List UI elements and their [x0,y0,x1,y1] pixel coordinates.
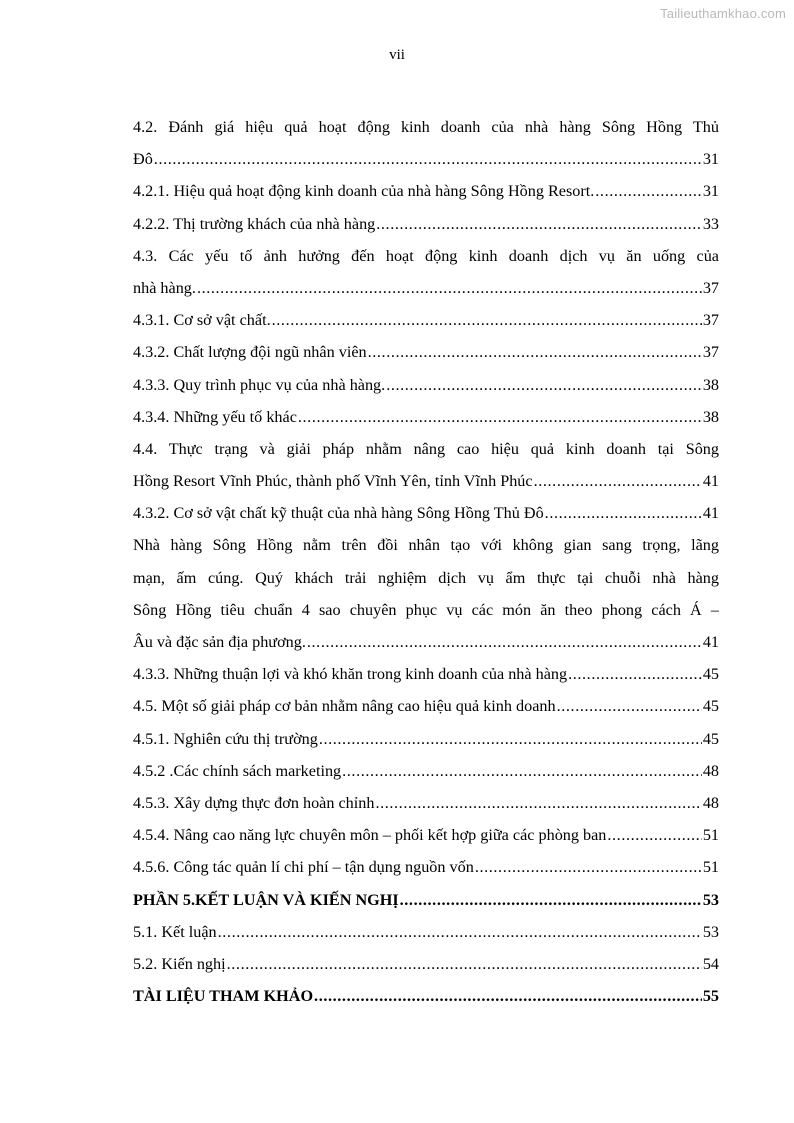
dot-leader [227,948,702,980]
toc-entry-title: nhà hàng. [133,278,196,297]
toc-entry[interactable] [133,369,719,401]
toc-entry-page: 38 [702,375,719,394]
toc-entry-title: PHẦN 5.KẾT LUẬN VÀ KIẾN NGHỊ [133,890,399,909]
toc-line: mạn, ấm cúng. Quý khách trải nghiệm dịch vụ ẩm thực tại chuỗi nhà hàng [133,568,719,587]
toc-line: 4.4. Thực trạng và giải pháp nhằm nâng cao hiệu quả kinh doanh tại Sông [133,439,719,458]
toc-entry-page: 48 [702,761,719,780]
table-of-contents [133,111,719,1012]
dot-leader [314,980,702,1012]
dot-leader [319,723,702,755]
toc-entry[interactable] [133,208,719,240]
toc-entry[interactable] [133,690,719,722]
toc-entry[interactable] [133,336,719,368]
dot-leader [400,884,702,916]
toc-entry-title: 5.1. Kết luận [133,922,217,941]
toc-entry-page: 53 [702,890,719,909]
dot-leader [368,336,702,368]
toc-entry[interactable] [133,948,719,980]
toc-entry-page: 51 [702,826,719,845]
toc-entry-title: 4.5.2 .Các chính sách marketing [133,761,342,780]
toc-entry-page: 53 [702,922,719,941]
toc-entry-title: 4.3.2. Cơ sở vật chất kỹ thuật của nhà hàng Sông Hồng Thủ Đô [133,504,544,523]
toc-entry[interactable] [133,143,719,175]
toc-entry[interactable] [133,658,719,690]
toc-entry-page: 41 [702,472,719,491]
toc-entry[interactable] [133,626,719,658]
toc-entry-title: 4.3.3. Những thuận lợi và khó khăn trong kinh doanh của nhà hàng [133,665,568,684]
toc-entry-page: 37 [702,311,719,330]
toc-entry-title: TÀI LIỆU THAM KHẢO [133,987,314,1006]
dot-leader [307,626,702,658]
toc-entry-page: 48 [702,793,719,812]
toc-entry-title: 4.2.2. Thị trường khách của nhà hàng [133,214,376,233]
dot-leader [534,465,702,497]
toc-entry-page: 41 [702,504,719,523]
toc-entry[interactable] [133,497,719,529]
toc-entry-title: 4.3.4. Những yếu tố khác [133,407,297,426]
dot-leader [298,401,702,433]
toc-entry[interactable] [133,755,719,787]
toc-entry[interactable] [133,465,719,497]
toc-entry-title: 4.5. Một số giải pháp cơ bản nhằm nâng cao hiệu quả kinh doanh [133,697,556,716]
dot-leader [197,272,702,304]
toc-entry-title: Âu và đặc sản địa phương. [133,633,306,651]
toc-entry[interactable] [133,787,719,819]
toc-entry-title: 4.5.4. Nâng cao năng lực chuyên môn – phối kết hợp giữa các phòng ban [133,826,607,845]
toc-entry-page: 37 [702,278,719,297]
dot-leader [375,787,701,819]
toc-entry-page: 45 [702,665,719,684]
toc-line: 4.3. Các yếu tố ảnh hưởng đến hoạt động kinh doanh dịch vụ ăn uống của [133,246,719,265]
dot-leader [376,208,702,240]
dot-leader [595,175,702,207]
toc-entry-title: 4.5.1. Nghiên cứu thị trường [133,729,318,748]
toc-line: 4.2. Đánh giá hiệu quả hoạt động kinh doanh của nhà hàng Sông Hồng Thủ [133,118,719,136]
toc-entry-title: 4.3.2. Chất lượng đội ngũ nhân viên [133,343,367,362]
toc-entry-page: 45 [702,697,719,716]
toc-entry-page: 45 [702,729,719,748]
toc-entry-title: 5.2. Kiến nghị [133,954,226,973]
toc-entry-page: 41 [702,633,719,651]
watermark: Tailieuthamkhao.com [660,6,786,21]
toc-entry[interactable] [133,272,719,304]
toc-entry[interactable] [133,884,719,916]
dot-leader [386,369,702,401]
toc-entry[interactable] [133,304,719,336]
dot-leader [342,755,702,787]
toc-entry[interactable] [133,175,719,207]
dot-leader [218,916,702,948]
toc-entry-title: Hồng Resort Vĩnh Phúc, thành phố Vĩnh Yên, tỉnh Vĩnh Phúc [133,472,533,491]
dot-leader [568,658,702,690]
dot-leader [557,690,702,722]
toc-entry-title: 4.2.1. Hiệu quả hoạt động kinh doanh của nhà hàng Sông Hồng Resort. [133,182,595,201]
toc-entry-page: 38 [702,407,719,426]
toc-entry-title: 4.5.6. Công tác quản lí chi phí – tận dụng nguồn vốn [133,858,474,877]
toc-entry[interactable] [133,401,719,433]
toc-line: Nhà hàng Sông Hồng nằm trên đồi nhân tạo với không gian sang trọng, lãng [133,536,719,555]
page-number: vii [389,47,405,63]
toc-entry-page: 37 [702,343,719,362]
toc-entry-page: 31 [702,150,719,169]
toc-entry-page: 31 [702,182,719,201]
toc-entry-title: 4.5.3. Xây dựng thực đơn hoàn chỉnh [133,793,375,812]
toc-entry-page: 54 [702,954,719,973]
dot-leader [545,497,702,529]
toc-entry-title: Đô [133,150,153,169]
toc-entry-title: 4.3.3. Quy trình phục vụ của nhà hàng. [133,375,386,394]
toc-entry[interactable] [133,723,719,755]
dot-leader [607,819,701,851]
toc-line: Sông Hồng tiêu chuẩn 4 sao chuyên phục vụ các món ăn theo phong cách Á – [133,600,719,619]
dot-leader [272,304,702,336]
dot-leader [154,143,702,175]
dot-leader [475,851,702,883]
toc-entry-page: 55 [702,987,719,1006]
toc-entry[interactable] [133,980,719,1012]
toc-entry[interactable] [133,916,719,948]
toc-entry-page: 51 [702,858,719,877]
toc-entry[interactable] [133,819,719,851]
toc-entry-page: 33 [702,214,719,233]
toc-entry[interactable] [133,851,719,883]
toc-entry-title: 4.3.1. Cơ sở vật chất. [133,311,271,330]
